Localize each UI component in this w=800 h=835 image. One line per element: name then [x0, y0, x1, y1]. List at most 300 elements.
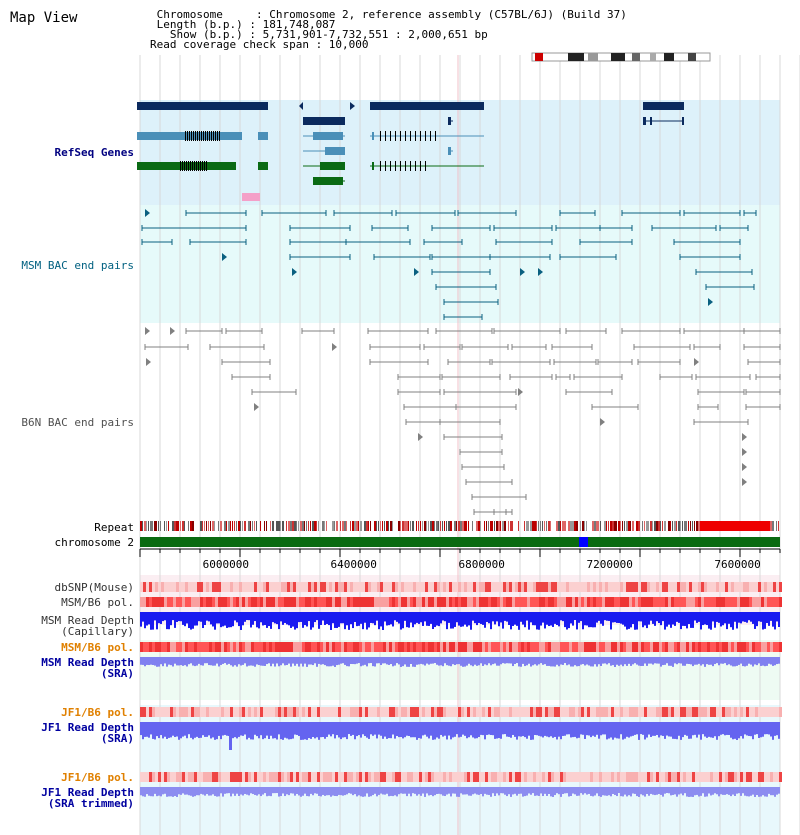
depth-bin [286, 787, 288, 794]
polymorphism-bin [470, 707, 473, 717]
polymorphism-bin [434, 772, 437, 782]
depth-bin [244, 722, 246, 734]
polymorphism-bin [524, 642, 527, 652]
repeat-element [354, 521, 356, 531]
depth-bin [350, 657, 352, 664]
polymorphism-bin [335, 597, 338, 607]
polymorphism-bin [635, 642, 638, 652]
depth-bin [586, 722, 588, 735]
polymorphism-bin [389, 707, 392, 717]
polymorphism-bin [212, 582, 215, 592]
polymorphism-bin [425, 582, 428, 592]
depth-bin [166, 722, 168, 739]
polymorphism-bin [779, 582, 782, 592]
polymorphism-bin [593, 772, 596, 782]
depth-bin [732, 657, 734, 666]
depth-bin [776, 722, 778, 735]
polymorphism-bin [242, 597, 245, 607]
depth-bin [140, 612, 142, 627]
polymorphism-bin [209, 642, 212, 652]
depth-bin [462, 722, 464, 735]
polymorphism-bin [557, 597, 560, 607]
depth-bin [758, 787, 760, 797]
depth-bin [772, 787, 774, 795]
polymorphism-bin [332, 582, 335, 592]
repeat-element [622, 521, 623, 531]
depth-bin [404, 657, 406, 664]
ideogram-band [664, 53, 674, 61]
repeat-element [642, 521, 643, 531]
polymorphism-bin [548, 707, 551, 717]
repeat-element [722, 521, 724, 531]
depth-bin [404, 787, 406, 794]
depth-bin [678, 612, 680, 623]
depth-bin [372, 722, 374, 736]
depth-bin [178, 787, 180, 794]
polymorphism-bin [512, 772, 515, 782]
polymorphism-bin [482, 597, 485, 607]
polymorphism-bin [251, 582, 254, 592]
polymorphism-bin [500, 642, 503, 652]
polymorphism-bin [677, 707, 680, 717]
polymorphism-bin [323, 642, 326, 652]
repeat-element [732, 521, 734, 531]
polymorphism-bin [410, 597, 413, 607]
polymorphism-bin [764, 582, 767, 592]
repeat-element [498, 521, 500, 531]
depth-bin [172, 612, 174, 620]
repeat-element [716, 521, 718, 531]
polymorphism-bin [266, 582, 269, 592]
depth-bin [256, 722, 258, 736]
repeat-element [768, 521, 770, 531]
exon-tick [187, 131, 188, 141]
polymorphism-bin [329, 582, 332, 592]
depth-bin [144, 722, 146, 737]
polymorphism-bin [407, 642, 410, 652]
polymorphism-bin [140, 582, 143, 592]
exon-tick [390, 161, 391, 171]
polymorphism-bin [275, 582, 278, 592]
depth-bin [400, 612, 402, 630]
polymorphism-bin [644, 582, 647, 592]
depth-bin [232, 787, 234, 794]
polymorphism-bin [224, 597, 227, 607]
depth-bin [738, 657, 740, 665]
depth-bin [614, 722, 616, 738]
depth-bin [692, 722, 694, 735]
depth-bin [264, 787, 266, 793]
depth-bin [344, 612, 346, 629]
repeat-element [472, 521, 473, 531]
depth-bin [522, 657, 524, 664]
polymorphism-bin [695, 597, 698, 607]
polymorphism-bin [197, 772, 200, 782]
depth-bin [160, 722, 162, 735]
depth-bin [276, 787, 278, 793]
polymorphism-bin [365, 582, 368, 592]
polymorphism-bin [482, 582, 485, 592]
repeat-element [730, 521, 732, 531]
polymorphism-bin [305, 597, 308, 607]
depth-bin [226, 612, 228, 628]
polymorphism-bin [398, 597, 401, 607]
polymorphism-bin [377, 772, 380, 782]
depth-bin [736, 787, 738, 794]
polymorphism-bin [710, 582, 713, 592]
polymorphism-bin [401, 707, 404, 717]
polymorphism-bin [194, 642, 197, 652]
polymorphism-bin [410, 582, 413, 592]
depth-bin [710, 612, 712, 630]
depth-bin [572, 657, 574, 667]
polymorphism-bin [545, 642, 548, 652]
repeat-element [300, 521, 302, 531]
repeat-element [446, 521, 447, 531]
depth-bin [678, 787, 680, 794]
depth-bin [690, 787, 692, 797]
polymorphism-bin [230, 642, 233, 652]
polymorphism-bin [722, 597, 725, 607]
depth-bin [188, 657, 190, 664]
depth-bin [354, 657, 356, 664]
repeat-element [290, 521, 292, 531]
polymorphism-bin [164, 642, 167, 652]
depth-bin [356, 787, 358, 796]
polymorphism-bin [359, 642, 362, 652]
depth-bin [712, 787, 714, 795]
polymorphism-bin [164, 597, 167, 607]
polymorphism-bin [680, 597, 683, 607]
polymorphism-bin [368, 707, 371, 717]
polymorphism-bin [407, 582, 410, 592]
repeat-element [334, 521, 335, 531]
depth-bin [152, 787, 154, 796]
exon-tick [420, 131, 421, 141]
polymorphism-bin [479, 707, 482, 717]
depth-bin [668, 612, 670, 625]
repeat-element [546, 521, 547, 531]
depth-bin [188, 612, 190, 628]
depth-bin [436, 787, 438, 794]
polymorphism-bin [446, 707, 449, 717]
polymorphism-bin [536, 772, 539, 782]
polymorphism-bin [419, 772, 422, 782]
polymorphism-bin [578, 582, 581, 592]
polymorphism-bin [731, 597, 734, 607]
depth-bin [150, 722, 152, 734]
repeat-element [760, 521, 762, 531]
polymorphism-bin [725, 772, 728, 782]
polymorphism-bin [470, 642, 473, 652]
depth-bin [270, 612, 272, 629]
repeat-element [438, 521, 439, 531]
depth-bin [362, 722, 364, 734]
depth-bin [722, 722, 724, 734]
depth-bin [328, 657, 330, 666]
repeat-element [404, 521, 406, 531]
polymorphism-bin [188, 642, 191, 652]
depth-bin [174, 787, 176, 796]
repeat-element [574, 521, 576, 531]
polymorphism-bin [482, 707, 485, 717]
depth-bin [582, 657, 584, 664]
depth-bin [674, 612, 676, 626]
depth-bin [484, 787, 486, 794]
depth-bin [630, 787, 632, 796]
depth-bin [320, 612, 322, 625]
depth-bin [330, 787, 332, 797]
depth-bin [470, 722, 472, 735]
depth-bin [376, 722, 378, 738]
depth-bin [262, 657, 264, 666]
axis-tick-label: 7600000 [714, 558, 761, 571]
depth-bin [738, 722, 740, 738]
depth-bin [280, 722, 282, 739]
polymorphism-bin [734, 582, 737, 592]
depth-bin [526, 612, 528, 621]
depth-bin [226, 787, 228, 793]
depth-bin [314, 787, 316, 793]
polymorphism-bin [389, 597, 392, 607]
polymorphism-bin [380, 597, 383, 607]
depth-bin [638, 722, 640, 740]
depth-bin [770, 612, 772, 621]
polymorphism-bin [218, 582, 221, 592]
depth-bin [582, 787, 584, 795]
depth-bin [758, 722, 760, 738]
depth-bin [718, 787, 720, 796]
polymorphism-bin [500, 597, 503, 607]
polymorphism-bin [290, 582, 293, 592]
repeat-element [462, 521, 464, 531]
depth-bin [422, 657, 424, 664]
depth-bin [488, 657, 490, 663]
polymorphism-bin [776, 707, 779, 717]
polymorphism-bin [752, 642, 755, 652]
polymorphism-bin [218, 597, 221, 607]
bac-marker [742, 478, 747, 486]
polymorphism-bin [755, 582, 758, 592]
depth-bin [346, 722, 348, 739]
depth-bin [304, 787, 306, 794]
repeat-element [712, 521, 714, 531]
depth-bin [234, 722, 236, 737]
polymorphism-bin [653, 772, 656, 782]
repeat-element [250, 521, 251, 531]
repeat-element [486, 521, 487, 531]
depth-bin [740, 722, 742, 736]
depth-bin [370, 787, 372, 796]
polymorphism-bin [182, 642, 185, 652]
depth-bin [284, 787, 286, 796]
info-length: Length (b.p.) : 181,748,087 [150, 18, 336, 31]
depth-bin [316, 722, 318, 737]
polymorphism-bin [758, 642, 761, 652]
polymorphism-bin [542, 597, 545, 607]
polymorphism-bin [527, 707, 530, 717]
polymorphism-bin [533, 582, 536, 592]
polymorphism-bin [152, 642, 155, 652]
depth-bin [682, 722, 684, 737]
depth-bin [668, 722, 670, 736]
depth-bin [340, 722, 342, 739]
repeat-element [408, 521, 409, 531]
depth-bin [440, 657, 442, 665]
depth-bin [284, 722, 286, 738]
refseq-label: RefSeq Genes [54, 146, 134, 159]
polymorphism-bin [410, 707, 413, 717]
depth-bin [398, 657, 400, 664]
depth-bin [622, 612, 624, 625]
polymorphism-bin [650, 642, 653, 652]
depth-bin [492, 722, 494, 735]
polymorphism-bin [191, 597, 194, 607]
depth-bin [206, 787, 208, 794]
repeat-element [364, 521, 366, 531]
depth-bin [716, 612, 718, 622]
exon-tick [435, 131, 436, 141]
polymorphism-bin [161, 642, 164, 652]
depth-bin [708, 787, 710, 793]
depth-bin [556, 722, 558, 739]
depth-bin [634, 612, 636, 630]
depth-bin [486, 722, 488, 735]
depth-bin [356, 612, 358, 626]
polymorphism-bin [386, 642, 389, 652]
polymorphism-bin [452, 582, 455, 592]
gene-exon [258, 132, 268, 140]
polymorphism-bin [149, 582, 152, 592]
depth-bin [366, 657, 368, 666]
polymorphism-bin [662, 707, 665, 717]
polymorphism-bin [446, 642, 449, 652]
depth-bin [412, 657, 414, 667]
repeat-element [380, 521, 381, 531]
depth-bin [282, 787, 284, 793]
polymorphism-bin [764, 642, 767, 652]
depth-bin [306, 612, 308, 626]
depth-bin [384, 722, 386, 737]
depth-bin [202, 612, 204, 628]
depth-bin [704, 657, 706, 667]
depth-bin [496, 657, 498, 666]
depth-bin [196, 657, 198, 666]
depth-bin [308, 722, 310, 738]
depth-bin [286, 722, 288, 738]
polymorphism-bin [467, 642, 470, 652]
polymorphism-bin [365, 597, 368, 607]
polymorphism-bin [224, 642, 227, 652]
depth-bin [364, 612, 366, 623]
depth-bin [184, 657, 186, 665]
depth-bin [224, 722, 226, 735]
polymorphism-bin [197, 642, 200, 652]
polymorphism-bin [701, 642, 704, 652]
depth-bin [650, 657, 652, 664]
depth-bin [304, 722, 306, 739]
polymorphism-bin [341, 597, 344, 607]
depth-bin [144, 612, 146, 628]
repeat-element [420, 521, 421, 531]
polymorphism-bin [374, 642, 377, 652]
polymorphism-bin [560, 597, 563, 607]
polymorphism-bin [521, 582, 524, 592]
polymorphism-bin [284, 597, 287, 607]
repeat-element [286, 521, 287, 531]
exon-tick [190, 161, 191, 171]
depth-bin [232, 657, 234, 667]
repeat-element [490, 521, 492, 531]
polymorphism-bin [329, 597, 332, 607]
depth-bin [458, 787, 460, 797]
polymorphism-bin [683, 642, 686, 652]
gene-exon [137, 102, 268, 110]
polymorphism-bin [725, 642, 728, 652]
polymorphism-bin [182, 582, 185, 592]
depth-bin [294, 612, 296, 630]
repeat-element [410, 521, 411, 531]
depth-bin [646, 657, 648, 666]
depth-bin [394, 787, 396, 795]
depth-bin [628, 787, 630, 795]
repeat-element [736, 521, 738, 531]
depth-bin [774, 612, 776, 629]
polymorphism-bin [476, 642, 479, 652]
depth-bin [236, 787, 238, 794]
polymorphism-bin [563, 707, 566, 717]
repeat-element [232, 521, 233, 531]
depth-bin [748, 722, 750, 736]
depth-bin [738, 787, 740, 793]
depth-bin [172, 787, 174, 797]
polymorphism-bin [575, 772, 578, 782]
polymorphism-bin [314, 597, 317, 607]
depth-bin [558, 657, 560, 666]
polymorphism-bin [698, 772, 701, 782]
depth-bin [752, 657, 754, 666]
polymorphism-bin [311, 597, 314, 607]
depth-bin [710, 657, 712, 665]
exon-tick [186, 161, 187, 171]
depth-bin [318, 657, 320, 664]
depth-bin [512, 612, 514, 626]
repeat-element [586, 521, 587, 531]
polymorphism-bin [233, 707, 236, 717]
depth-bin [374, 612, 376, 625]
repeat-element [700, 521, 702, 531]
polymorphism-bin [350, 772, 353, 782]
polymorphism-bin [665, 772, 668, 782]
polymorphism-bin [527, 582, 530, 592]
polymorphism-bin [479, 582, 482, 592]
dbsnp-label: dbSNP(Mouse) [54, 581, 134, 594]
depth-bin [562, 657, 564, 665]
depth-bin [224, 787, 226, 794]
polymorphism-bin [632, 597, 635, 607]
depth-bin [618, 787, 620, 793]
polymorphism-bin [377, 597, 380, 607]
polymorphism-bin [158, 582, 161, 592]
depth-bin [266, 612, 268, 628]
depth-bin [660, 787, 662, 795]
depth-bin [304, 612, 306, 625]
depth-bin [698, 657, 700, 664]
repeat-element [772, 521, 774, 531]
repeat-element [358, 521, 359, 531]
polymorphism-bin [458, 707, 461, 717]
depth-bin [624, 657, 626, 664]
